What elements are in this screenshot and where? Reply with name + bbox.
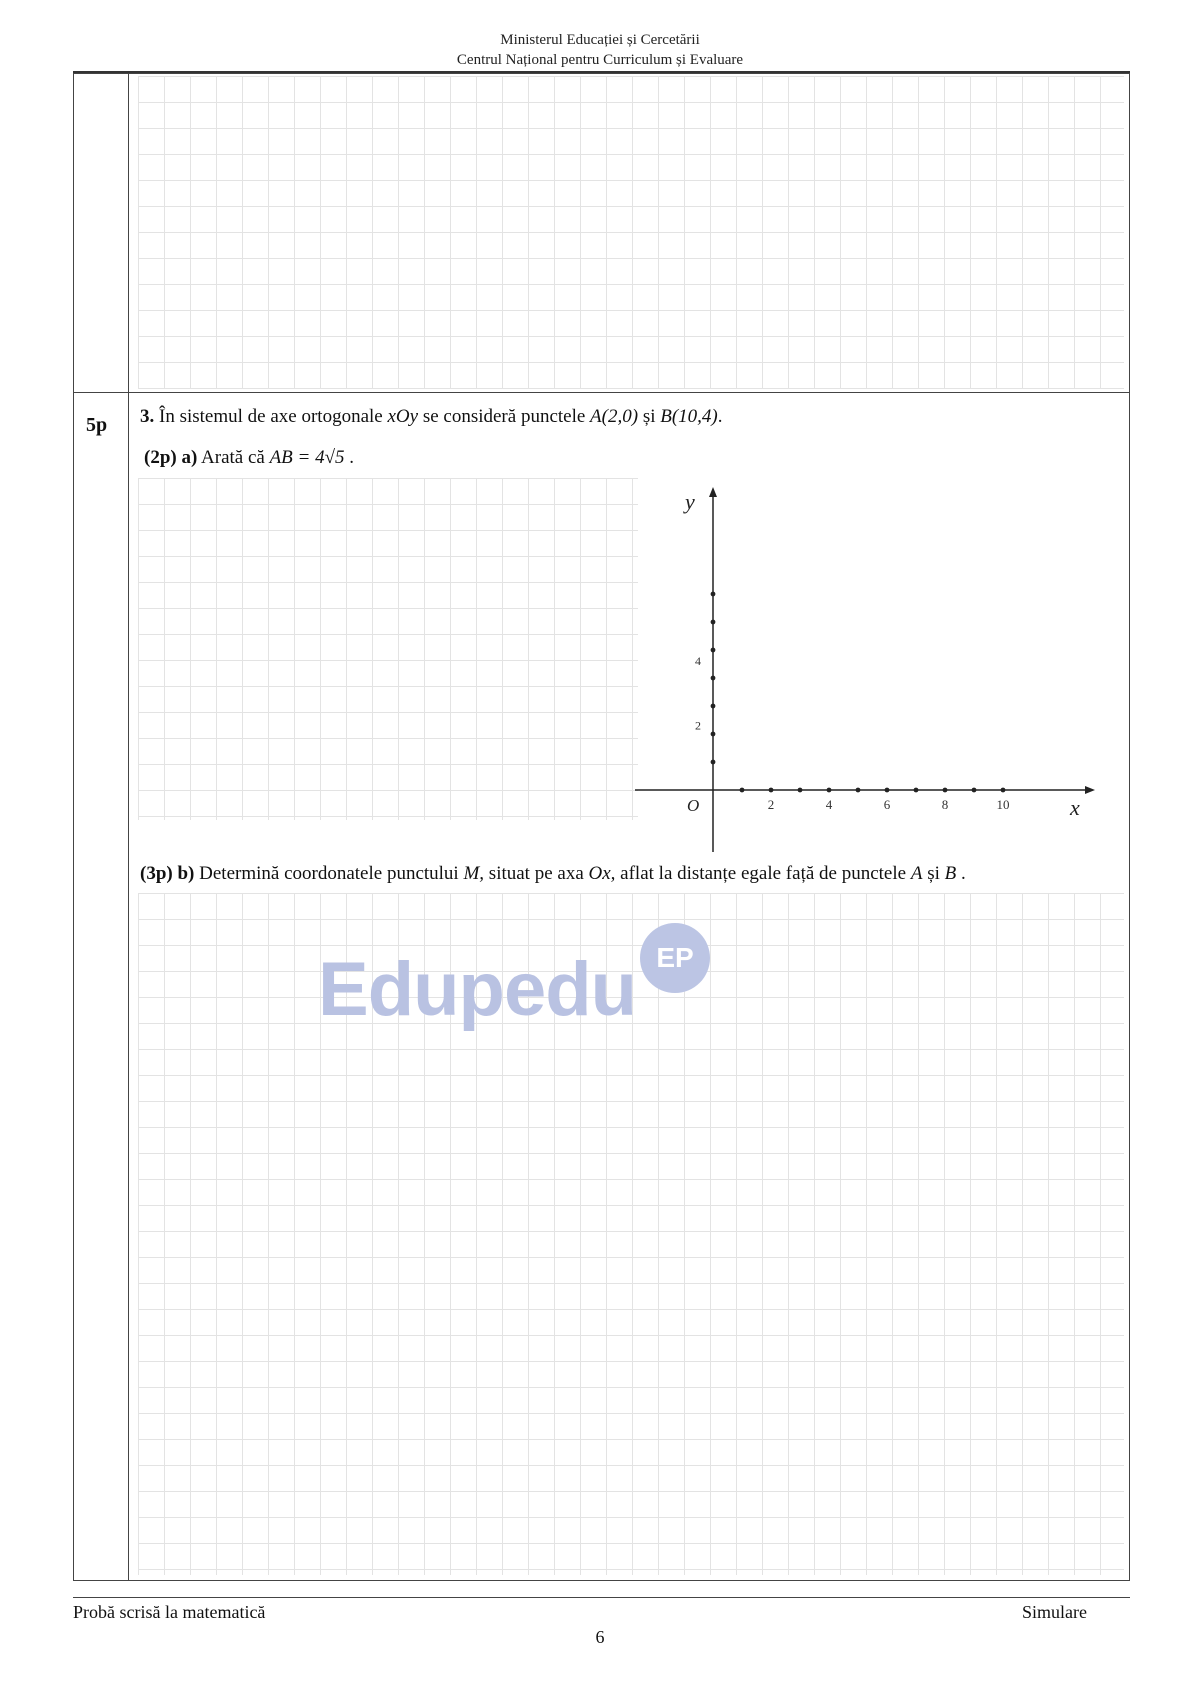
y-tick-label-4: 4 [695,654,701,669]
footer-right: Simulare [1022,1602,1087,1622]
stem-and: și [642,406,656,427]
part-b-var-b: B [944,863,957,884]
watermark-logo-icon [640,923,710,993]
x-tick-label-4: 4 [825,797,833,812]
part-a-points: (2p) [144,447,177,468]
x-axis-dot-7 [914,788,919,793]
header-ministry: Ministerul Educației și Cercetării [500,32,700,48]
question-stem [140,405,723,429]
x-axis-dot-4 [827,788,832,793]
score-label: 5p [86,414,108,436]
part-a-formula: AB = 4√5 [269,447,345,468]
watermark-logo-text: EP [656,942,694,973]
stem-mid: se consideră punctele [422,406,586,427]
answer-grid-previous[interactable] [138,76,1124,389]
stem-end: . [717,406,723,427]
y-axis-label: y [685,489,695,514]
part-a-end: . [349,447,355,468]
watermark-text: Edupedu [318,947,637,1032]
x-tick-label-8: 8 [941,797,949,812]
x-tick-label-6: 6 [883,797,891,812]
y-axis-dot-1 [711,760,716,765]
x-axis-dot-9 [972,788,977,793]
footer-left: Probă scrisă la matematică [73,1602,266,1622]
y-axis-arrow [709,487,717,497]
point-b: B(10,4) [660,406,718,427]
x-axis-dot-1 [740,788,745,793]
origin-label: O [687,796,700,815]
x-axis-arrow [1085,786,1095,794]
x-axis-dot-8 [943,788,948,793]
y-axis-dot-5 [711,648,716,653]
part-b-axis: Ox, [588,863,616,884]
part-b-letter: b) [177,863,195,884]
stem-text: În sistemul de axe ortogonale [159,406,383,427]
stem-system: xOy [387,406,419,427]
part-b-var-a: A [910,863,923,884]
footer-rule [73,1597,1130,1598]
x-axis-dot-2 [769,788,774,793]
header-center: Centrul Național pentru Curriculum și Evaluare [456,52,744,68]
x-axis-label: x [1070,795,1080,820]
answer-grid-part-a[interactable] [138,478,638,820]
row-divider [74,392,1129,393]
part-b-var-m: M, [463,863,485,884]
y-axis-dot-3 [711,704,716,709]
part-b-statement-2: situat pe axa [488,863,584,884]
y-tick-label-2: 2 [695,718,701,733]
watermark-logo-mark [640,923,710,993]
page-number: 6 [595,1627,605,1647]
part-b-end: . [960,863,966,884]
part-b-statement: Determină coordonatele punctului [199,863,459,884]
part-b-points: (3p) [140,863,173,884]
score-column-divider [128,74,129,1580]
part-a-letter: a) [181,447,198,468]
x-tick-label-10: 10 [996,797,1010,812]
part-a-text [144,446,354,470]
part-b-and: și [927,863,940,884]
y-axis-dot-2 [711,732,716,737]
y-axis-dot-6 [711,620,716,625]
y-axis-dot-4 [711,676,716,681]
question-number: 3. [140,406,155,427]
x-tick-label-2: 2 [767,797,775,812]
point-a: A(2,0) [590,406,639,427]
x-axis-dot-5 [856,788,861,793]
part-b-statement-3: aflat la distanțe egale față de punctele [620,863,907,884]
part-a-statement: Arată că [201,447,265,468]
coordinate-axes [630,485,1100,855]
x-axis-dot-3 [798,788,803,793]
header-rule [73,71,1130,73]
y-axis-dot-7 [711,592,716,597]
x-axis-dot-10 [1001,788,1006,793]
part-b-text [140,862,966,886]
axis-tick-dots [711,592,1006,793]
x-axis-dot-6 [885,788,890,793]
